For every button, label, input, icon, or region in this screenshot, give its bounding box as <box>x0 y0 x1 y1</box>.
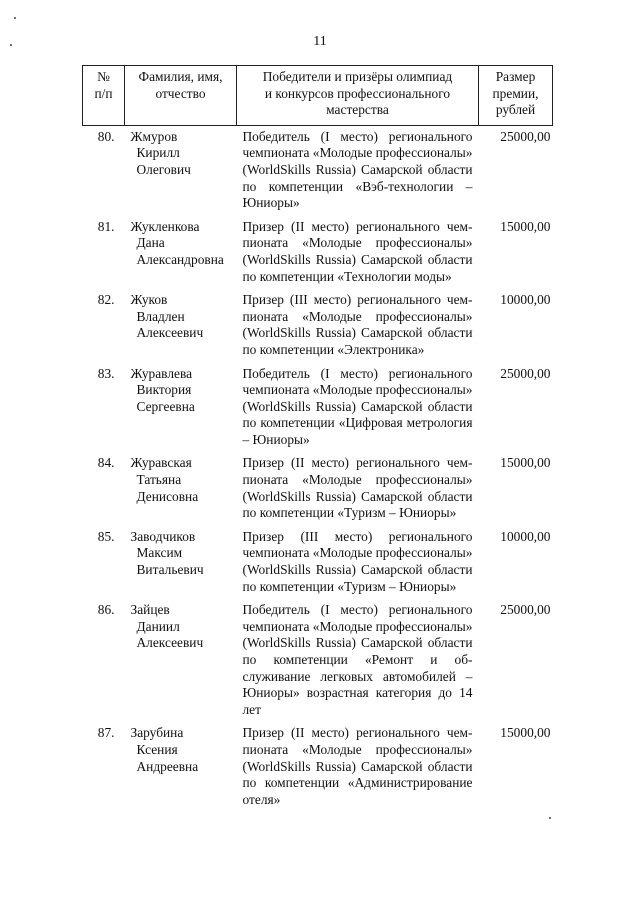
surname: Журавлева <box>130 365 193 381</box>
full-name-cell <box>125 219 237 292</box>
table-header <box>83 66 553 126</box>
achievement-description: Призер (II место) регионального чемпионата «Молодые профессионалы» (WorldSkills Russia) Самарской области по компетенции «Туризм – Юниоры» <box>242 455 473 521</box>
table-row <box>83 366 553 456</box>
row-number: 82. <box>97 292 115 308</box>
table-row <box>83 455 553 528</box>
scan-speck <box>14 17 16 19</box>
header-row <box>83 66 553 126</box>
award-amount: 15000,00 <box>500 218 551 234</box>
patronymic: Алексеевич <box>136 635 204 651</box>
given-name: Ксения <box>136 741 178 757</box>
row-number: 84. <box>97 455 115 471</box>
table-row <box>83 292 553 365</box>
achievement-description: Победитель (I место) регионального чемпионата «Молодые профессионалы» (WorldSkills Russia) Самарской области по компетенции «Ремонт и обслуживание легковых автомобилей – Юниоры» возрастная категория до 14 лет <box>242 602 473 717</box>
patronymic: Витальевич <box>136 562 204 578</box>
patronymic: Денисовна <box>136 488 199 504</box>
achievement-description: Призер (II место) регионального чемпионата «Молодые профессионалы» (WorldSkills Russia) Самарской области по компетенции «Технологии моды» <box>242 218 473 284</box>
given-name: Даниил <box>136 618 180 634</box>
table-row <box>83 725 553 815</box>
full-name-cell <box>125 725 237 815</box>
row-number: 80. <box>97 128 115 144</box>
surname: Заводчиков <box>130 528 196 544</box>
achievement-description: Победитель (I место) регионального чемпионата «Молодые профессионалы» (WorldSkills Russia) Самарской области по компетенции «Цифровая метрология – Юниоры» <box>242 365 473 447</box>
surname: Жукленкова <box>130 218 200 234</box>
full-name-cell <box>125 455 237 528</box>
full-name-cell <box>125 366 237 456</box>
awards-table <box>82 65 553 815</box>
surname: Зарубина <box>130 725 184 741</box>
award-amount: 25000,00 <box>500 365 551 381</box>
row-number: 87. <box>97 725 115 741</box>
award-amount: 15000,00 <box>500 725 551 741</box>
full-name-cell <box>125 292 237 365</box>
header-award-amount: Размер премии, рублей <box>479 66 553 126</box>
patronymic: Андреевна <box>136 758 199 774</box>
given-name: Владлен <box>136 308 185 324</box>
row-number: 83. <box>97 365 115 381</box>
achievement-description: Победитель (I место) регионального чемпионата «Молодые профессионалы» (WorldSkills Russia) Самарской области по компетенции «Вэб-технологии – Юниоры» <box>242 128 473 211</box>
surname: Журавская <box>130 455 192 471</box>
given-name: Виктория <box>136 382 192 398</box>
award-amount: 25000,00 <box>500 128 551 144</box>
page-number: 11 <box>313 34 327 49</box>
scan-speck <box>549 817 551 819</box>
header-description: Победители и призёры олимпиад и конкурсов профессионального мастерства <box>237 66 479 126</box>
full-name-cell <box>125 602 237 725</box>
given-name: Татьяна <box>136 472 182 488</box>
given-name: Дана <box>136 235 165 251</box>
patronymic: Сергеевна <box>136 398 195 414</box>
header-full-name: Фамилия, имя, отчество <box>125 66 237 126</box>
full-name-cell <box>125 125 237 218</box>
achievement-description: Призер (III место) регионального чемпионата «Молодые профессионалы» (WorldSkills Russia) Самарской области по компетенции «Электроника» <box>242 292 473 357</box>
patronymic: Александровна <box>136 251 224 267</box>
given-name: Кирилл <box>136 145 180 161</box>
table-row <box>83 219 553 292</box>
given-name: Максим <box>136 545 183 561</box>
table-row <box>83 125 553 218</box>
surname: Жмуров <box>130 128 178 144</box>
row-number: 81. <box>97 218 115 234</box>
table-row <box>83 529 553 602</box>
full-name-cell <box>125 529 237 602</box>
scan-speck <box>10 44 12 46</box>
header-number: № п/п <box>83 66 125 126</box>
row-number: 86. <box>97 602 115 618</box>
surname: Жуков <box>130 292 168 308</box>
patronymic: Алексеевич <box>136 325 204 341</box>
achievement-description: Призер (III место) регионального чемпионата «Молодые профессионалы» (WorldSkills Russia) Самарской области по компетенции «Туризм – Юниоры» <box>242 528 473 594</box>
patronymic: Олегович <box>136 161 191 177</box>
award-amount: 10000,00 <box>500 528 551 544</box>
table-row <box>83 602 553 725</box>
row-number: 85. <box>97 528 115 544</box>
award-amount: 10000,00 <box>500 292 551 308</box>
achievement-description: Призер (II место) регионального чемпионата «Молодые профессионалы» (WorldSkills Russia) Самарской области по компетенции «Администрирование отеля» <box>242 725 473 807</box>
award-amount: 15000,00 <box>500 455 551 471</box>
table-body <box>83 125 553 815</box>
award-amount: 25000,00 <box>500 602 551 618</box>
surname: Зайцев <box>130 602 170 618</box>
